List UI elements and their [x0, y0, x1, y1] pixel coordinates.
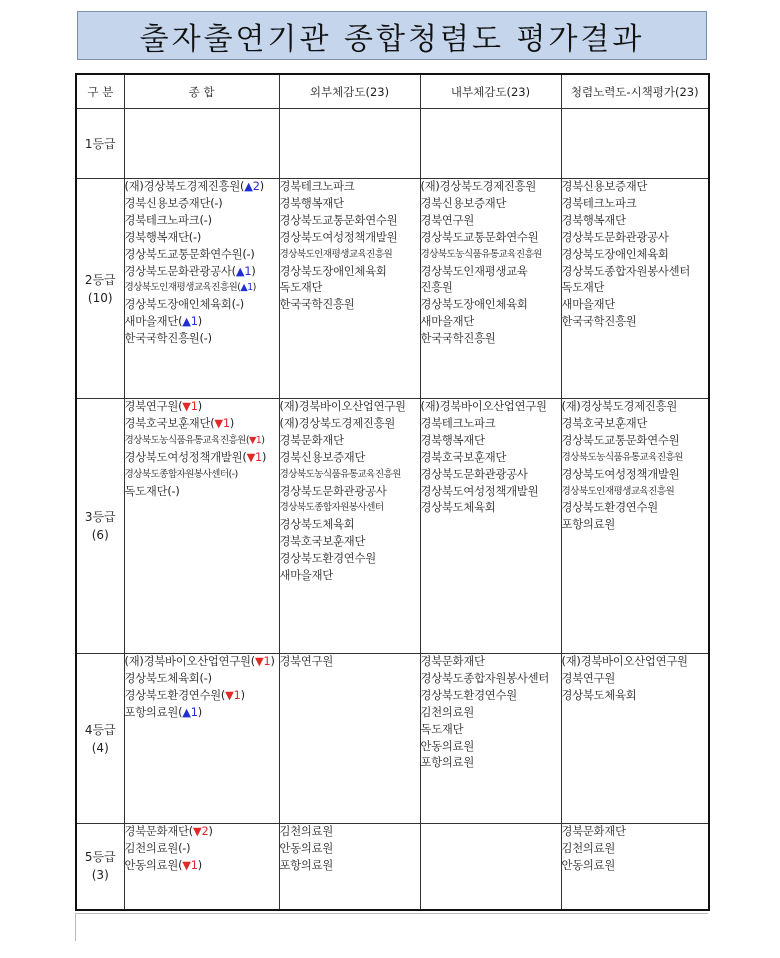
overall-cell: [124, 179, 279, 399]
list-item: [562, 671, 709, 688]
list-item: [421, 671, 561, 688]
list-item: [280, 433, 420, 450]
org-name: (재)경북바이오산업연구원: [279, 400, 406, 413]
org-name: 경북신용보증재단: [279, 450, 366, 464]
org-name: 경상북도여성정책개발원: [561, 467, 680, 481]
external-cell: [279, 109, 420, 179]
org-name: 경북테크노파크(-): [124, 213, 212, 227]
closing-paren: ): [197, 315, 202, 329]
org-name: (재)경상북도경제진흥원: [279, 416, 396, 430]
closing-paren: ): [240, 688, 245, 702]
list-item: [562, 500, 709, 517]
org-name: 경북행복재단: [561, 213, 626, 227]
list-item: [280, 416, 420, 433]
rank-down-marker: ▼1: [214, 416, 230, 430]
org-name: 경북호국보훈재단: [279, 535, 366, 549]
org-name: (재)경북바이오산업연구원: [561, 655, 688, 668]
org-name: 김천의료원(-): [124, 841, 191, 855]
internal-cell: [420, 109, 561, 179]
closing-paren: ): [262, 450, 267, 464]
list-item: [280, 568, 420, 585]
org-name: 경상북도농식품유통교육진흥원: [561, 451, 683, 463]
list-item: [562, 467, 709, 484]
list-item: [562, 280, 709, 297]
footer-margin-line: [75, 913, 76, 941]
org-name: 김천의료원: [279, 825, 334, 838]
org-name: 안동의료원(: [124, 858, 183, 872]
list-item: [421, 705, 561, 722]
closing-paren: ): [197, 705, 202, 719]
list-item: [280, 824, 420, 841]
list-item: [562, 264, 709, 281]
rank-up-marker: ▲1: [235, 264, 252, 278]
list-item: [421, 433, 561, 450]
list-item: [562, 230, 709, 247]
list-item: [421, 247, 561, 264]
org-name: 새마을재단: [420, 315, 475, 329]
list-item: [280, 230, 420, 247]
external-cell: [279, 399, 420, 654]
org-name: 경북연구원: [561, 671, 616, 685]
list-item: [421, 314, 561, 331]
list-item: [562, 824, 709, 841]
external-cell: [279, 824, 420, 910]
closing-paren: ): [261, 434, 265, 446]
rank-down-marker: ▼1: [246, 450, 263, 464]
org-name: 포항의료원: [279, 858, 334, 872]
list-item: [421, 450, 561, 467]
org-name: 새마을재단: [561, 298, 616, 312]
effort-cell: [561, 654, 709, 824]
evaluation-table: [75, 73, 710, 911]
list-item: [421, 500, 561, 517]
list-item: [125, 179, 279, 196]
list-item: [421, 264, 561, 281]
list-item: [280, 196, 420, 213]
overall-cell: [124, 399, 279, 654]
org-name: 경상북도장애인체육회: [279, 264, 387, 278]
internal-cell: [420, 399, 561, 654]
org-name: 새마을재단: [279, 569, 334, 583]
closing-paren: ): [197, 858, 202, 872]
overall-cell: [124, 654, 279, 824]
table-row: [76, 399, 709, 654]
list-item: [280, 517, 420, 534]
grade-cell: [76, 179, 124, 399]
org-name: 경상북도체육회: [561, 688, 637, 702]
org-name: (재)경북바이오산업연구원(: [124, 655, 255, 668]
list-item: [562, 517, 709, 534]
org-name: 안동의료원: [279, 841, 334, 855]
org-name: 경북호국보훈재단: [420, 450, 507, 464]
org-name: 경상북도인재평생교육진흥원(: [124, 282, 241, 294]
closing-paren: ): [229, 416, 235, 430]
rank-down-marker: ▼1: [225, 688, 241, 702]
list-item: [125, 213, 279, 230]
list-item: [421, 230, 561, 247]
org-name: 포항의료원(: [124, 705, 183, 719]
effort-cell: [561, 824, 709, 910]
org-name: 경상북도농식품유통교육진흥원: [279, 468, 401, 480]
list-item: [562, 399, 709, 416]
list-item: [125, 484, 279, 501]
org-name: (재)경북바이오산업연구원: [420, 400, 547, 413]
grade-cell: [76, 399, 124, 654]
org-name: 경상북도교통문화연수원: [279, 213, 398, 227]
org-name: 경북테크노파크: [561, 196, 637, 210]
list-item: [280, 500, 420, 517]
org-name: 경상북도여성정책개발원(: [124, 450, 247, 464]
table-row: [76, 654, 709, 824]
list-item: [125, 230, 279, 247]
grade-label: 1등급: [84, 136, 116, 151]
list-item: [562, 314, 709, 331]
org-name: 독도재단: [561, 281, 605, 295]
list-item: [562, 654, 709, 671]
list-item: [421, 739, 561, 756]
org-name: 경상북도인재평생교육진흥원: [279, 248, 393, 260]
org-name: 경상북도교통문화연수원: [420, 230, 539, 244]
closing-paren: ): [270, 655, 275, 668]
title-banner: [77, 11, 707, 60]
org-name: 경북연구원(: [124, 400, 183, 413]
org-name: 경북행복재단(-): [124, 230, 202, 244]
rank-down-marker: ▼1: [182, 858, 198, 872]
list-item: [562, 858, 709, 875]
org-name: 경상북도환경연수원(: [124, 688, 226, 702]
list-item: [125, 247, 279, 264]
grade-count: (10): [87, 290, 113, 305]
external-cell: [279, 179, 420, 399]
org-name: 한국국학진흥원: [279, 298, 355, 312]
closing-paren: ): [251, 264, 256, 278]
table-row: [76, 824, 709, 910]
list-item: [562, 179, 709, 196]
org-name: 경북테크노파크: [420, 416, 496, 430]
list-item: [280, 213, 420, 230]
internal-cell: [420, 179, 561, 399]
list-item: [280, 399, 420, 416]
list-item: [562, 213, 709, 230]
org-name: (재)경상북도경제진흥원: [561, 400, 678, 413]
rank-down-marker: ▼1: [249, 434, 262, 446]
grade-count: (4): [91, 740, 109, 755]
org-name: 경상북도체육회(-): [124, 671, 212, 685]
list-item: [421, 722, 561, 739]
closing-paren: ): [259, 180, 264, 193]
grade-cell: [76, 654, 124, 824]
list-item: [280, 551, 420, 568]
org-name: 경상북도문화관광공사: [561, 230, 669, 244]
org-name: 김천의료원: [561, 841, 616, 855]
list-item: [280, 247, 420, 264]
org-name: 포항의료원: [420, 756, 475, 770]
org-name: 한국국학진흥원: [561, 315, 637, 329]
org-name: 경상북도인재평생교육: [420, 264, 528, 278]
org-name: 경북신용보증재단: [420, 196, 507, 210]
rank-up-marker: ▲1: [240, 282, 253, 294]
org-name: 한국국학진흥원: [420, 332, 496, 346]
table-row: [76, 109, 709, 179]
org-name: 경상북도문화관광공사: [279, 484, 387, 498]
list-item: [280, 280, 420, 297]
list-item: [125, 314, 279, 331]
rank-up-marker: ▲1: [182, 705, 198, 719]
effort-cell: [561, 399, 709, 654]
org-name: 경상북도장애인체육회: [561, 247, 669, 261]
list-item: [125, 331, 279, 348]
org-name: 경상북도종합자원봉사센터: [279, 502, 384, 514]
org-name: 경북신용보증재단(-): [124, 196, 223, 210]
list-item: [280, 450, 420, 467]
list-item: [421, 654, 561, 671]
header-category: 구 분: [76, 74, 124, 109]
grade-count: (6): [91, 528, 109, 542]
header-external: 외부체감도(23): [279, 74, 420, 109]
list-item: [280, 841, 420, 858]
org-name: 독도재단: [279, 281, 323, 295]
org-name: 경상북도교통문화연수원(-): [124, 247, 255, 261]
org-name: 경북행복재단: [279, 196, 344, 210]
list-item: [421, 331, 561, 348]
org-name: 안동의료원: [420, 739, 475, 753]
list-item: [125, 824, 279, 841]
list-item: [421, 484, 561, 501]
list-item: [280, 484, 420, 501]
header-overall: 종 합: [124, 74, 279, 109]
header-row: [76, 74, 709, 109]
grade-label: 2등급: [84, 272, 116, 287]
closing-paren: ): [208, 825, 213, 838]
list-item: [280, 179, 420, 196]
list-item: [562, 247, 709, 264]
org-name: 독도재단(-): [124, 484, 180, 498]
org-name: 포항의료원: [561, 518, 616, 532]
org-name: 새마을재단(: [124, 315, 183, 329]
org-name: 경상북도문화관광공사(: [124, 264, 236, 278]
org-name: 경북테크노파크: [279, 180, 355, 193]
org-name: 경상북도종합자원봉사센터(-): [124, 468, 238, 480]
org-name: 김천의료원: [420, 705, 475, 719]
rank-up-marker: ▲1: [182, 315, 198, 329]
list-item: [125, 858, 279, 875]
closing-paren: ): [252, 282, 256, 294]
org-name: (재)경상북도경제진흥원: [420, 180, 537, 193]
list-item: [421, 179, 561, 196]
list-item: [125, 450, 279, 467]
org-name: 경상북도환경연수원: [279, 552, 376, 566]
overall-cell: [124, 824, 279, 910]
org-name: 경상북도여성정책개발원: [279, 230, 398, 244]
grade-label: 4등급: [84, 722, 116, 737]
org-name: 경상북도인재평생교육진흥원: [561, 485, 675, 497]
org-name: 경상북도교통문화연수원: [561, 433, 680, 447]
org-name: 경북문화재단: [420, 655, 485, 668]
rank-down-marker: ▼1: [254, 655, 271, 668]
list-item: [562, 484, 709, 501]
closing-paren: ): [197, 400, 202, 413]
effort-cell: [561, 109, 709, 179]
org-name: 경상북도여성정책개발원: [420, 484, 539, 498]
org-name: 독도재단: [420, 722, 464, 736]
list-item: [125, 688, 279, 705]
org-name: 경북신용보증재단: [561, 180, 648, 193]
list-item: [125, 196, 279, 213]
list-item: [280, 858, 420, 875]
list-item: [280, 297, 420, 314]
list-item: [562, 450, 709, 467]
org-name: 경북호국보훈재단: [561, 416, 648, 430]
org-name: 경북행복재단: [420, 433, 485, 447]
org-name: 경상북도종합자원봉사센터: [561, 264, 691, 278]
overall-cell: [124, 109, 279, 179]
internal-cell: [420, 654, 561, 824]
list-item: [421, 416, 561, 433]
header-effort: 청렴노력도-시책평가(23): [561, 74, 709, 109]
rank-down-marker: ▼2: [193, 825, 209, 838]
org-name: 경북문화재단: [561, 825, 626, 838]
list-item: [421, 297, 561, 314]
org-name: 경북연구원: [279, 655, 334, 668]
list-item: [562, 688, 709, 705]
page-title: 출자출연기관 종합청렴도 평가결과: [139, 21, 645, 57]
org-name: 경상북도농식품유통교육진흥원: [420, 248, 542, 260]
list-item: [280, 264, 420, 281]
list-item: [125, 433, 279, 450]
org-name: 경북문화재단(: [124, 825, 193, 838]
list-item: [125, 280, 279, 297]
list-item: [280, 534, 420, 551]
org-name: 경상북도장애인체육회: [420, 298, 528, 312]
list-item: [125, 399, 279, 416]
org-name: 경상북도환경연수원: [561, 501, 658, 515]
grade-count: (3): [91, 868, 109, 883]
external-cell: [279, 654, 420, 824]
footer-divider: [75, 913, 708, 914]
org-name: 안동의료원: [561, 858, 616, 872]
list-item: [125, 467, 279, 484]
org-name: 경상북도농식품유통교육진흥원(: [124, 434, 249, 446]
rank-up-marker: ▲2: [244, 180, 260, 193]
header-internal: 내부체감도(23): [420, 74, 561, 109]
list-item: [280, 467, 420, 484]
org-name: 한국국학진흥원(-): [124, 332, 212, 346]
list-item: [421, 467, 561, 484]
list-item: [421, 688, 561, 705]
org-name: (재)경상북도경제진흥원(: [124, 180, 245, 193]
list-item: [125, 654, 279, 671]
grade-cell: [76, 824, 124, 910]
list-item: [125, 671, 279, 688]
effort-cell: [561, 179, 709, 399]
grade-cell: [76, 109, 124, 179]
list-item: [421, 399, 561, 416]
list-item: [280, 654, 420, 671]
rank-down-marker: ▼1: [182, 400, 198, 413]
grade-label: 5등급: [84, 850, 116, 865]
org-name: 경북연구원: [420, 213, 475, 227]
list-item: [125, 297, 279, 314]
list-item: [562, 433, 709, 450]
list-item: [125, 264, 279, 281]
org-name: 경상북도종합자원봉사센터: [420, 671, 550, 685]
list-item: [421, 196, 561, 213]
list-item: [562, 841, 709, 858]
list-item: [562, 416, 709, 433]
org-name: 경상북도체육회: [279, 518, 355, 532]
org-name: 경상북도장애인체육회(-): [124, 298, 244, 312]
list-item: [421, 213, 561, 230]
org-name: 경상북도환경연수원: [420, 688, 517, 702]
list-item: [562, 297, 709, 314]
org-name: 진흥원: [420, 281, 453, 295]
internal-cell: [420, 824, 561, 910]
list-item: [562, 196, 709, 213]
list-item: [421, 755, 561, 772]
org-name: 경북문화재단: [279, 433, 344, 447]
org-name: 경상북도문화관광공사: [420, 467, 528, 481]
list-item: [125, 416, 279, 433]
org-name: 경상북도체육회: [420, 501, 496, 515]
org-name: 경북호국보훈재단(: [124, 416, 215, 430]
grade-label: 3등급: [84, 510, 116, 524]
table-row: [76, 179, 709, 399]
list-item: [125, 705, 279, 722]
list-item: [421, 280, 561, 297]
list-item: [125, 841, 279, 858]
